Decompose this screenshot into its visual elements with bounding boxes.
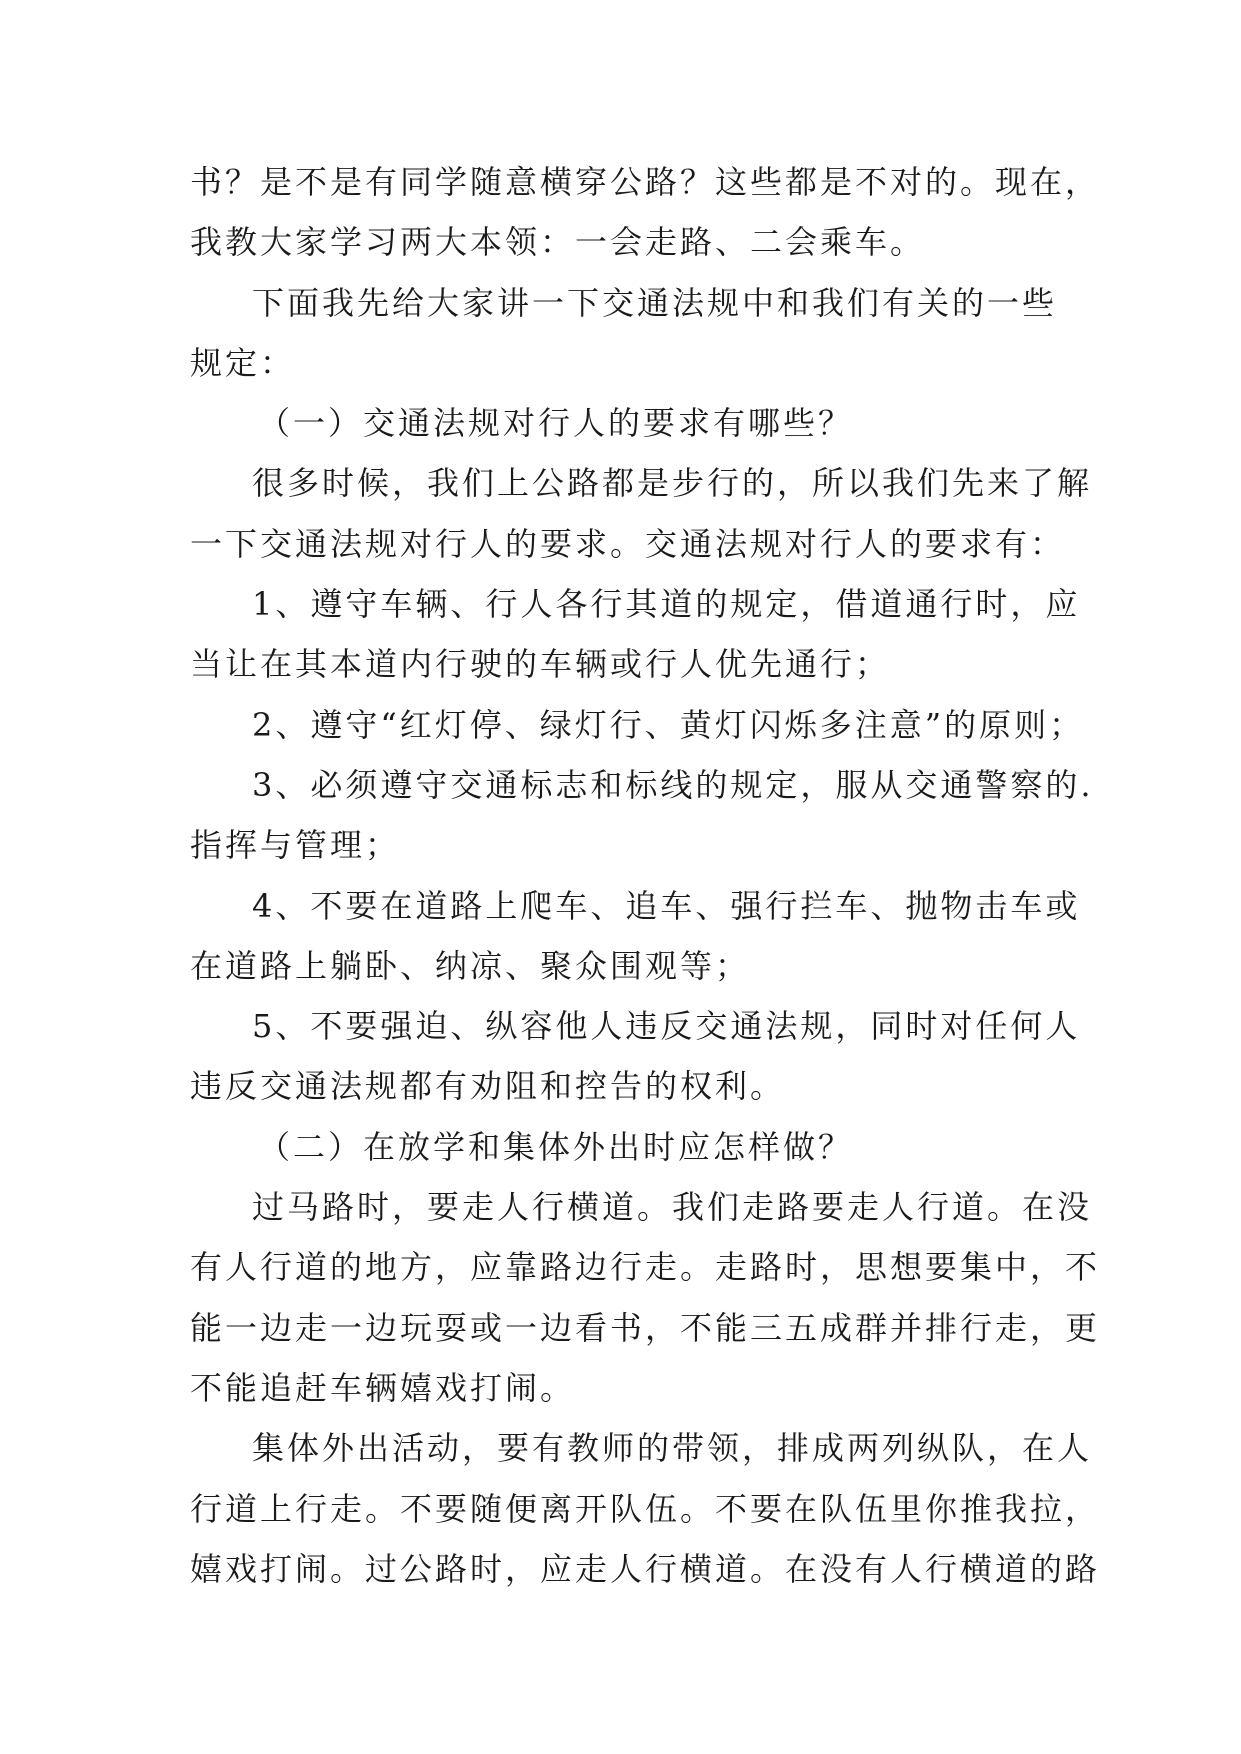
document-body bbox=[190, 152, 1101, 1599]
text-line: 在道路上躺卧、纳凉、聚众围观等； bbox=[190, 946, 751, 985]
list-item-line: 2、遵守“红灯停、绿灯行、黄灯闪烁多注意”的原则； bbox=[252, 705, 1085, 744]
text-line: 我教大家学习两大本领：一会走路、二会乘车。 bbox=[190, 223, 926, 262]
text-line: 过马路时，要走人行横道。我们走路要走人行道。在没 bbox=[252, 1188, 1093, 1227]
text-line: 嬉戏打闹。过公路时，应走人行横道。在没有人行横道的路 bbox=[190, 1549, 1101, 1588]
text-line: 书？是不是有同学随意横穿公路？这些都是不对的。现在， bbox=[190, 163, 1101, 201]
list-item-line: 4、不要在道路上爬车、追车、强行拦车、抛物击车或 bbox=[252, 886, 1081, 925]
text-line: 行道上行走。不要随便离开队伍。不要在队伍里你推我拉， bbox=[190, 1489, 1101, 1528]
section-heading: （二）在放学和集体外出时应怎样做？ bbox=[258, 1127, 854, 1166]
text-line: 违反交通法规都有劝阻和控告的权利。 bbox=[190, 1067, 786, 1106]
text-line: 能一边走一边玩耍或一边看书，不能三五成群并排行走，更 bbox=[190, 1308, 1101, 1347]
list-item-line: 5、不要强迫、纵容他人违反交通法规，同时对任何人 bbox=[252, 1007, 1081, 1046]
text-line: 集体外出活动，要有教师的带领，排成两列纵队，在人 bbox=[252, 1429, 1093, 1468]
text-line: 下面我先给大家讲一下交通法规中和我们有关的一些 bbox=[252, 283, 1058, 322]
section-heading: （一）交通法规对行人的要求有哪些？ bbox=[258, 404, 854, 443]
text-line: 不能追赶车辆嬉戏打闹。 bbox=[190, 1368, 576, 1407]
text-line: 一下交通法规对行人的要求。交通法规对行人的要求有： bbox=[190, 524, 1066, 563]
text-line: 有人行道的地方，应靠路边行走。走路时，思想要集中，不 bbox=[190, 1248, 1101, 1287]
list-item-line: 3、必须遵守交通标志和标线的规定，服从交通警察的. bbox=[252, 765, 1094, 804]
text-line: 很多时候，我们上公路都是步行的，所以我们先来了解 bbox=[252, 464, 1093, 503]
text-line: 指挥与管理； bbox=[190, 826, 401, 865]
list-item-line: 1、遵守车辆、行人各行其道的规定，借道通行时，应 bbox=[252, 585, 1081, 624]
text-line: 规定： bbox=[190, 343, 296, 382]
text-line: 当让在其本道内行驶的车辆或行人优先通行； bbox=[190, 645, 891, 684]
